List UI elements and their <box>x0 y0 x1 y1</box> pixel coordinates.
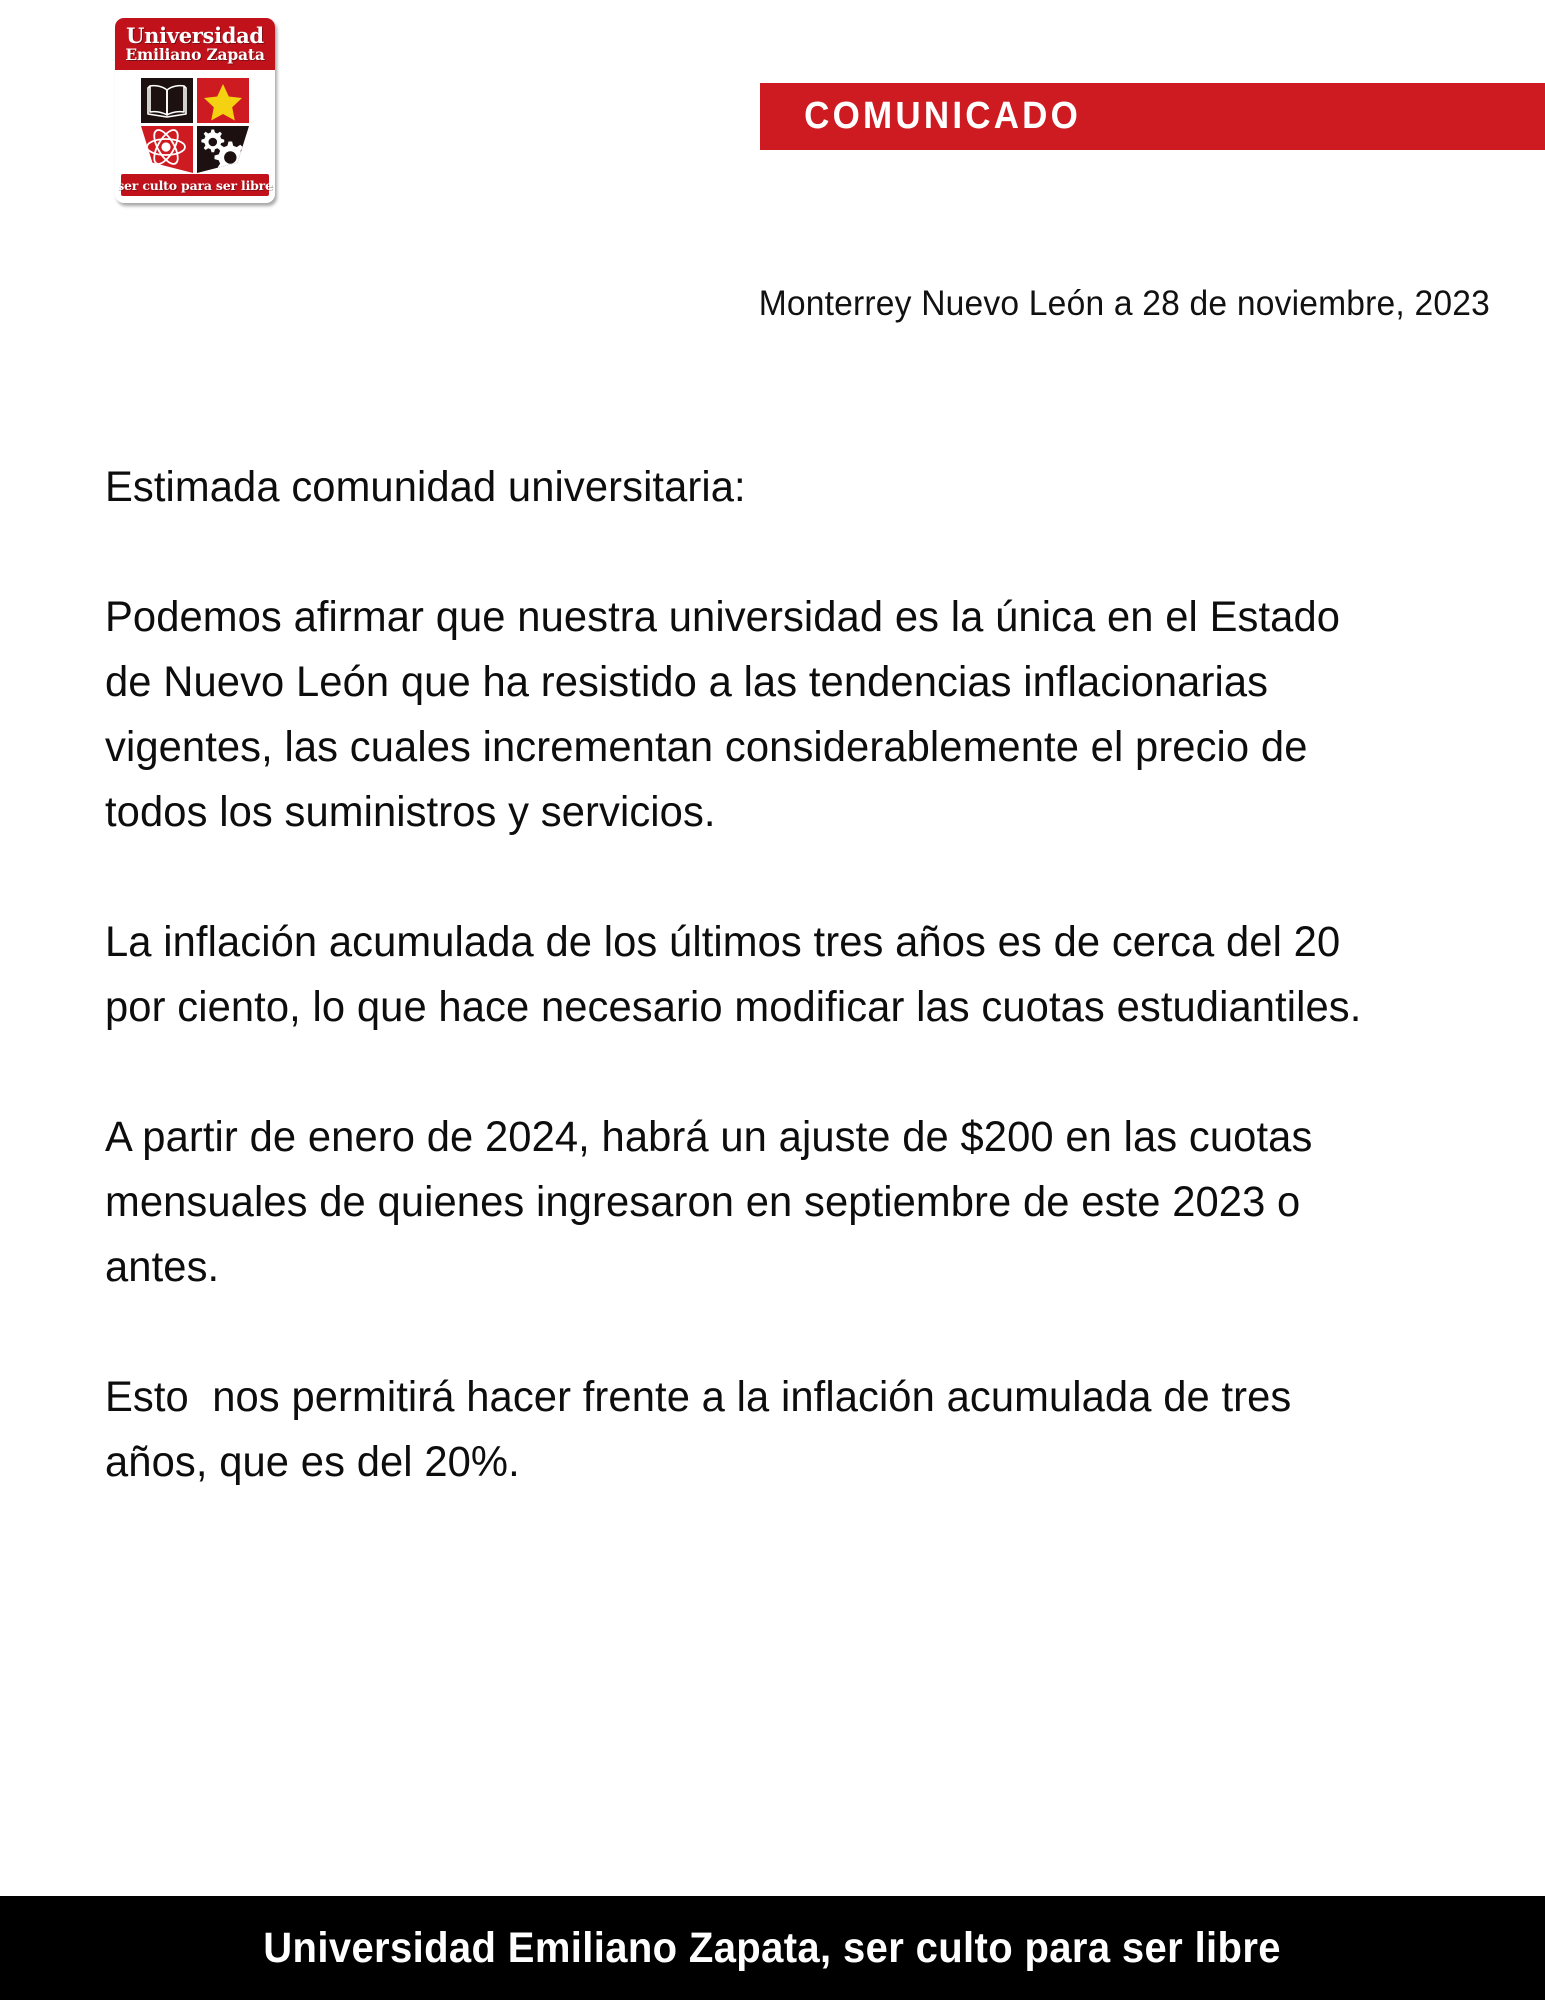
body-paragraph: Podemos afirmar que nuestra universidad es la única en el Estado de Nuevo León que ha resistido a las tendencias inflacionarias vigentes, las cuales incrementan considerablemente el precio de todos los suministros y servicios. <box>105 593 1352 836</box>
letter-body <box>105 455 1425 1495</box>
logo-title-line1: Universidad <box>126 22 264 48</box>
comunicado-banner-label: COMUNICADO <box>804 95 1082 137</box>
open-book-icon <box>141 78 193 123</box>
body-paragraph: Esto nos permitirá hacer frente a la inflación acumulada de tres años, que es del 20%. <box>105 1373 1304 1486</box>
atom-icon <box>141 126 193 173</box>
footer-text: Universidad Emiliano Zapata, ser culto para ser libre <box>263 1923 1282 1972</box>
body-paragraph: A partir de enero de 2024, habrá un ajuste de $200 en las cuotas mensuales de quienes ingresaron en septiembre de este 2023 o antes. <box>105 1113 1325 1291</box>
logo-title-line2: Emiliano Zapata <box>125 45 265 65</box>
paragraph-spacer <box>105 1300 1425 1365</box>
salutation: Estimada comunidad universitaria: <box>105 463 746 511</box>
logo-motto-text: ser culto para ser libre <box>117 177 273 193</box>
paragraph-spacer <box>105 520 1425 585</box>
footer-bar <box>0 1896 1545 2000</box>
star-icon <box>197 78 249 123</box>
paragraph-spacer <box>105 845 1425 910</box>
logo-shield-emblem <box>141 78 249 173</box>
logo-motto-ribbon <box>117 174 273 196</box>
body-paragraph: La inflación acumulada de los últimos tres años es de cerca del 20 por ciento, lo que hace necesario modificar las cuotas estudiantiles. <box>105 918 1362 1031</box>
dateline: Monterrey Nuevo León a 28 de noviembre, 2023 <box>758 284 1490 323</box>
paragraph-spacer <box>105 1040 1425 1105</box>
university-logo <box>115 18 275 203</box>
gears-icon <box>197 126 249 173</box>
comunicado-banner <box>760 83 1545 150</box>
logo-title-bar <box>115 18 275 70</box>
